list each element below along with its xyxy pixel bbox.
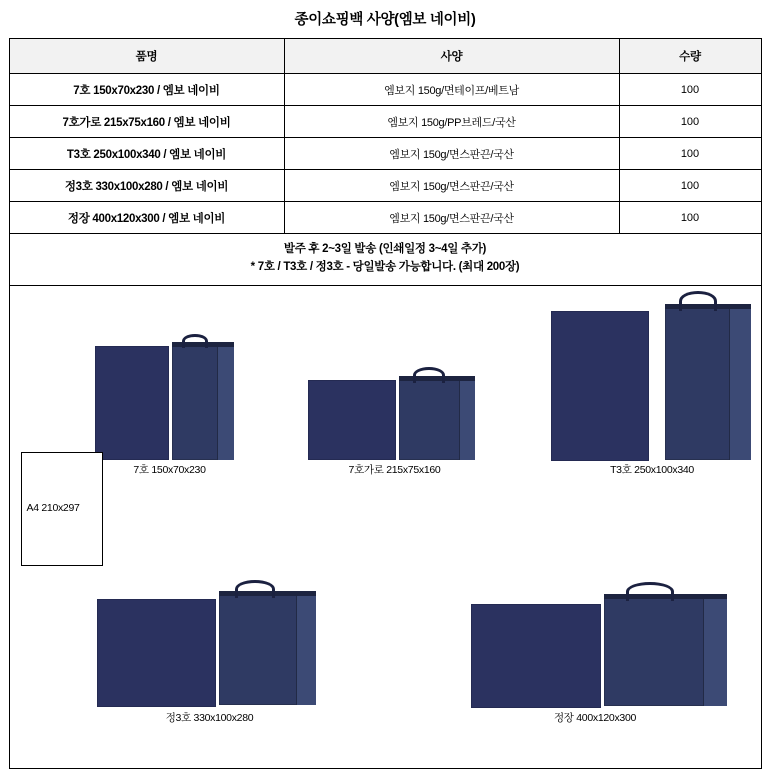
caption-7ho: 7호 150x70x230 bbox=[133, 463, 206, 476]
cell-spec: 엠보지 150g/PP브레드/국산 bbox=[284, 106, 619, 138]
caption-t3ho: T3호 250x100x340 bbox=[610, 463, 694, 476]
cell-spec: 엠보지 150g/면스판끈/국산 bbox=[284, 170, 619, 202]
caption-jeong3ho: 정3호 330x100x280 bbox=[165, 711, 254, 724]
caption-7ho-garo: 7호가로 215x75x160 bbox=[348, 463, 441, 476]
gallery-cell bbox=[9, 285, 761, 768]
notes-cell bbox=[9, 234, 761, 286]
cell-qty: 100 bbox=[619, 74, 761, 106]
column-header-spec: 사양 bbox=[284, 39, 619, 74]
bag-handle bbox=[235, 580, 275, 598]
bag-7ho-perspective bbox=[172, 342, 234, 460]
spec-table bbox=[9, 38, 762, 769]
table-row bbox=[9, 106, 761, 138]
bag-handle bbox=[413, 367, 445, 383]
cell-name: 정장 400x120x300 / 엠보 네이비 bbox=[9, 202, 284, 234]
notes-line-1: 발주 후 2~3일 발송 (인쇄일정 3~4일 추가) bbox=[283, 243, 487, 255]
cell-name: 정3호 330x100x280 / 엠보 네이비 bbox=[9, 170, 284, 202]
cell-spec: 엠보지 150g/면테이프/베트남 bbox=[284, 74, 619, 106]
table-header-row bbox=[9, 39, 761, 74]
bag-handle bbox=[679, 291, 717, 311]
notes-row bbox=[9, 234, 761, 286]
table-row bbox=[9, 170, 761, 202]
bag-handle bbox=[182, 334, 208, 348]
product-gallery bbox=[10, 286, 760, 768]
cell-name: T3호 250x100x340 / 엠보 네이비 bbox=[9, 138, 284, 170]
cell-name: 7호가로 215x75x160 / 엠보 네이비 bbox=[9, 106, 284, 138]
bag-7ho-garo-perspective bbox=[399, 376, 475, 460]
bag-side-panel bbox=[217, 342, 234, 460]
cell-qty: 100 bbox=[619, 202, 761, 234]
table-row bbox=[9, 138, 761, 170]
a4-reference-label: A4 210x297 bbox=[26, 501, 80, 514]
bag-t3ho-perspective bbox=[665, 304, 751, 460]
table-row bbox=[9, 74, 761, 106]
bag-7ho-garo-front bbox=[308, 380, 396, 460]
bag-jeongjang-front bbox=[471, 604, 601, 708]
column-header-qty: 수량 bbox=[619, 39, 761, 74]
bag-7ho-front bbox=[95, 346, 169, 460]
notes-line-2: * 7호 / T3호 / 정3호 - 당일발송 가능합니다. (최대 200장) bbox=[250, 260, 520, 273]
bag-side-panel bbox=[729, 304, 751, 460]
cell-qty: 100 bbox=[619, 138, 761, 170]
gallery-row bbox=[9, 285, 761, 768]
bag-side-panel bbox=[296, 591, 316, 705]
bag-side-panel bbox=[459, 376, 475, 460]
cell-qty: 100 bbox=[619, 170, 761, 202]
cell-qty: 100 bbox=[619, 106, 761, 138]
bag-jeong3ho-front bbox=[97, 599, 216, 707]
page-title: 종이쇼핑백 사양(엠보 네이비) bbox=[294, 12, 476, 28]
column-header-name: 품명 bbox=[9, 39, 284, 74]
cell-name: 7호 150x70x230 / 엠보 네이비 bbox=[9, 74, 284, 106]
bag-t3ho-front bbox=[551, 311, 649, 461]
caption-jeongjang: 정장 400x120x300 bbox=[553, 711, 637, 724]
bag-handle bbox=[626, 582, 674, 601]
table-row bbox=[9, 202, 761, 234]
bag-side-panel bbox=[703, 594, 727, 706]
bag-jeong3ho-perspective bbox=[219, 591, 316, 705]
bag-jeongjang-perspective bbox=[604, 594, 727, 706]
cell-spec: 엠보지 150g/면스판끈/국산 bbox=[284, 138, 619, 170]
cell-spec: 엠보지 150g/면스판끈/국산 bbox=[284, 202, 619, 234]
